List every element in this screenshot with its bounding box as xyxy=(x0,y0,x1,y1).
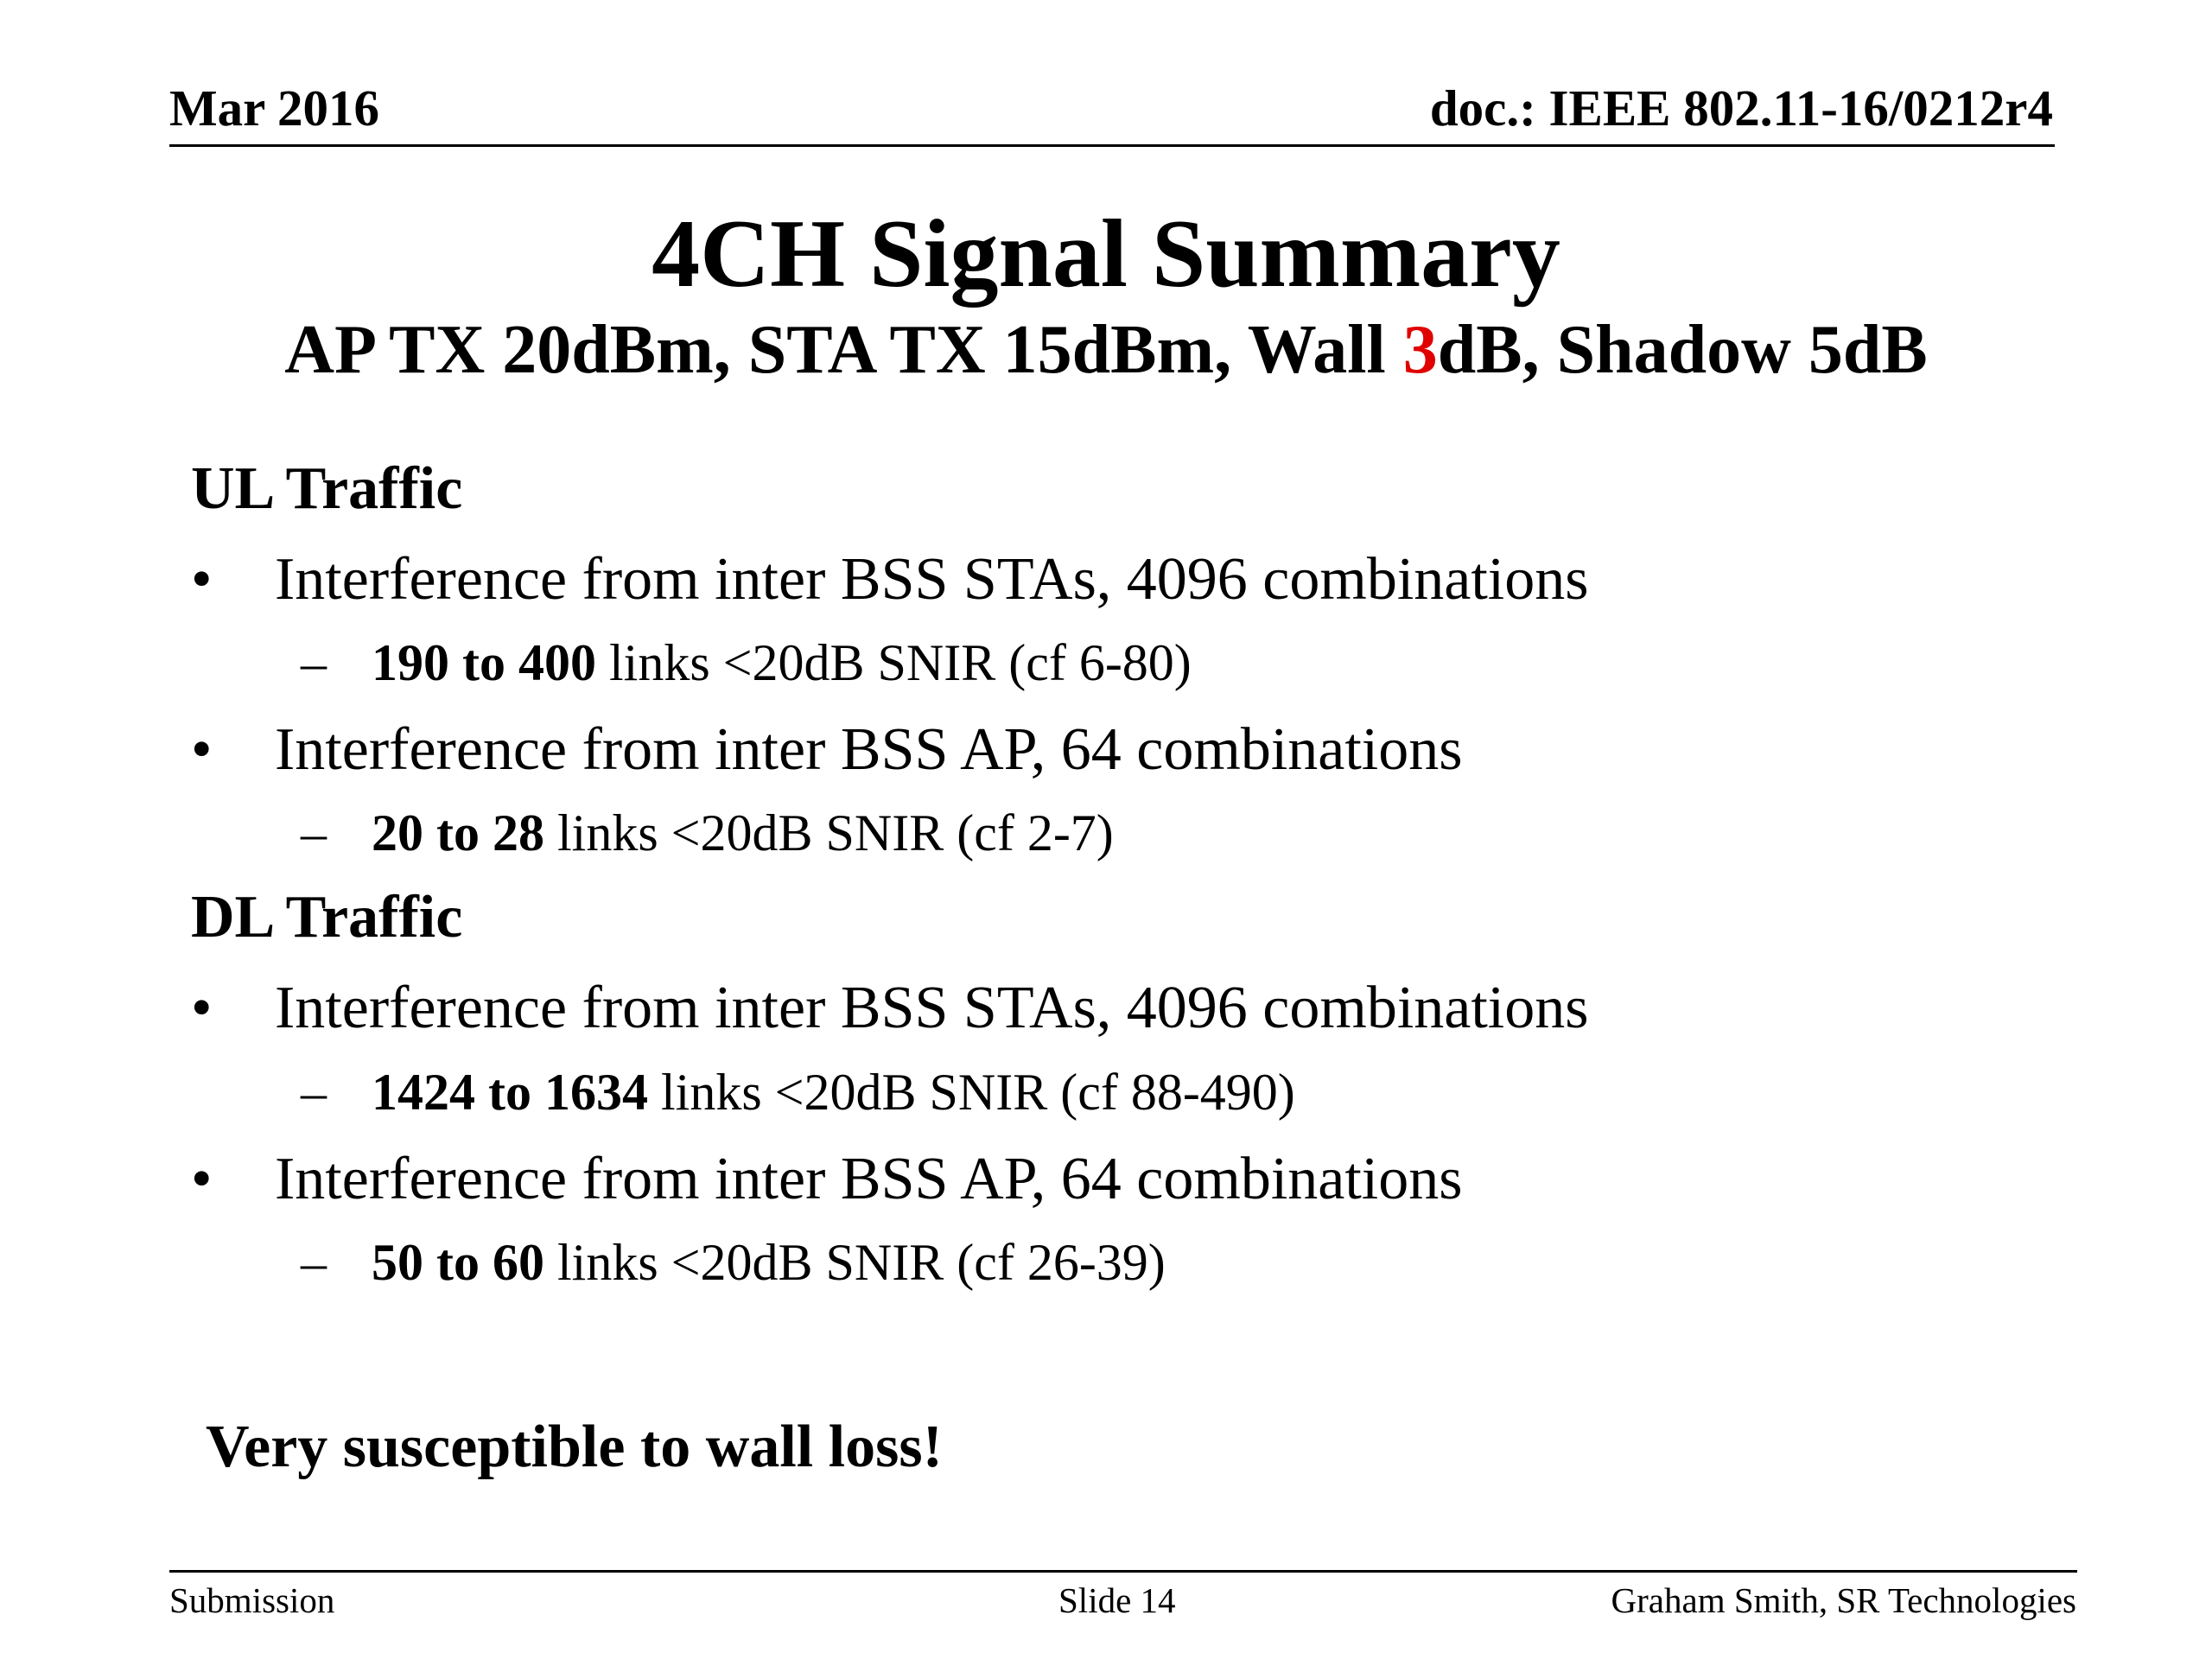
footer-author: Graham Smith, SR Technologies xyxy=(1611,1580,2076,1620)
conclusion-text: Very susceptible to wall loss! xyxy=(206,1414,943,1480)
bullet-mark: • xyxy=(191,546,213,613)
sub-bullet-text xyxy=(372,1234,1166,1291)
section-heading-ul: UL Traffic xyxy=(191,455,463,522)
section-heading-dl: DL Traffic xyxy=(191,884,463,950)
subtitle-prefix: AP TX 20dBm, STA TX 15dBm, Wall xyxy=(284,312,1403,388)
subtitle-suffix: dB, Shadow 5dB xyxy=(1437,312,1928,388)
sub-bullet-text xyxy=(372,1064,1295,1121)
footer-slide-number: Slide 14 xyxy=(1058,1580,1176,1620)
sub-bullet-mark: – xyxy=(301,1234,327,1291)
footer-divider xyxy=(169,1570,2077,1573)
footer-submission: Submission xyxy=(169,1580,335,1620)
header-doc-id: doc.: IEEE 802.11-16/0212r4 xyxy=(1429,79,2053,137)
bullet-text: Interference from inter BSS AP, 64 combinations xyxy=(275,1146,1463,1212)
sub-bullet-mark: – xyxy=(301,1064,327,1121)
sub-bullet-value: 50 to 60 xyxy=(372,1234,544,1291)
bullet-mark: • xyxy=(191,1146,213,1212)
sub-bullet-rest: links <20dB SNIR (cf 26-39) xyxy=(543,1234,1166,1291)
sub-bullet-text xyxy=(372,634,1192,691)
slide-subtitle xyxy=(0,312,2212,388)
slide-title: 4CH Signal Summary xyxy=(652,200,1560,308)
sub-bullet-value: 20 to 28 xyxy=(372,804,544,861)
header-divider xyxy=(169,144,2055,147)
sub-bullet-value: 190 to 400 xyxy=(372,634,596,691)
sub-bullet-text xyxy=(372,804,1114,861)
sub-bullet-mark: – xyxy=(301,634,327,691)
sub-bullet-mark: – xyxy=(301,804,327,861)
sub-bullet-rest: links <20dB SNIR (cf 6-80) xyxy=(595,634,1192,691)
bullet-text: Interference from inter BSS STAs, 4096 combinations xyxy=(275,546,1589,613)
header-date: Mar 2016 xyxy=(169,79,380,137)
sub-bullet-value: 1424 to 1634 xyxy=(372,1064,648,1121)
bullet-mark: • xyxy=(191,975,213,1041)
bullet-text: Interference from inter BSS AP, 64 combinations xyxy=(275,716,1463,783)
bullet-text: Interference from inter BSS STAs, 4096 combinations xyxy=(275,975,1589,1041)
sub-bullet-rest: links <20dB SNIR (cf 2-7) xyxy=(543,804,1114,861)
sub-bullet-rest: links <20dB SNIR (cf 88-490) xyxy=(647,1064,1295,1121)
subtitle-highlight: 3 xyxy=(1402,312,1438,388)
bullet-mark: • xyxy=(191,716,213,783)
